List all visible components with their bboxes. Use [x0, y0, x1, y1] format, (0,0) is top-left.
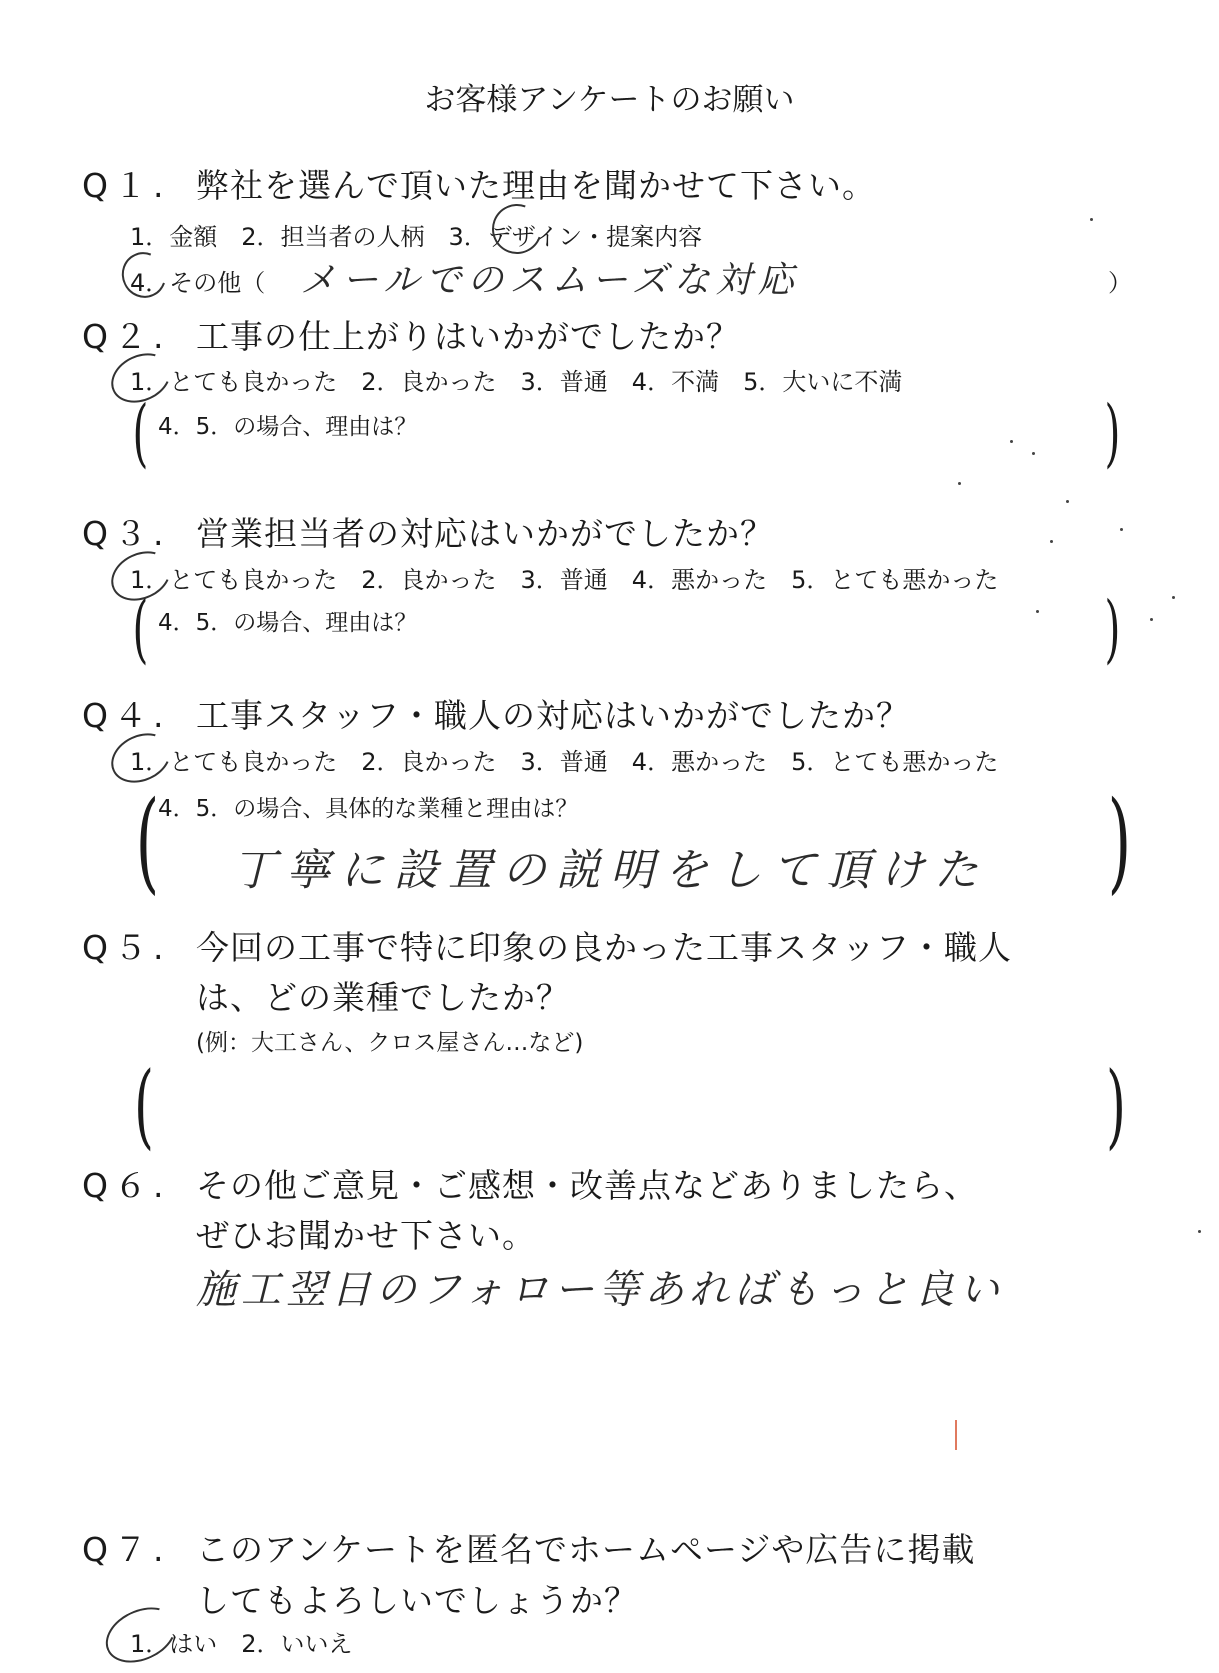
scan-speck [1032, 452, 1035, 455]
q5-question-line1: 今回の工事で特に印象の良かった工事スタッフ・職人 [196, 928, 1012, 967]
q5-example: (例：大工さん、クロス屋さん…など) [196, 1030, 584, 1056]
q7-number: Q７. [82, 1530, 170, 1569]
q2-reason-close-paren: ) [1104, 390, 1121, 476]
q1-other-close-paren: ） [1108, 269, 1132, 297]
q5-answer-open-paren: ( [134, 1052, 154, 1159]
q1-other-label: 4．その他（ [130, 269, 266, 297]
q4-options: 1．とても良かった 2．良かった 3．普通 4．悪かった 5．とても悪かった [130, 748, 999, 776]
q3-question: 営業担当者の対応はいかがでしたか？ [196, 514, 774, 553]
q4-number: Q４. [82, 696, 170, 735]
q3-number: Q３. [82, 514, 170, 553]
q7-options: 1．はい 2．いいえ [130, 1630, 353, 1658]
scan-speck [958, 482, 961, 485]
q7-question-line1: このアンケートを匿名でホームページや広告に掲載 [196, 1530, 976, 1569]
q4-handwritten-answer: 丁寧に設置の説明をして頂けた [232, 845, 988, 896]
scan-speck [1198, 1230, 1201, 1233]
q1-options: 1．金額 2．担当者の人柄 3．デザイン・提案内容 [130, 223, 703, 251]
q6-question-line1: その他ご意見・ご感想・改善点などありましたら、 [196, 1166, 978, 1205]
q4-question: 工事スタッフ・職人の対応はいかがでしたか？ [196, 696, 910, 735]
q1-question: 弊社を選んで頂いた理由を聞かせて下さい。 [196, 166, 876, 205]
page-title: お客様アンケートのお願い [424, 82, 795, 118]
scan-speck [1172, 596, 1175, 599]
q2-options: 1．とても良かった 2．良かった 3．普通 4．不満 5．大いに不満 [130, 368, 903, 396]
q6-question-line2: ぜひお聞かせ下さい。 [196, 1216, 536, 1255]
scan-speck [1010, 440, 1013, 443]
q4-reason-prompt: 4．5．の場合、具体的な業種と理由は？ [158, 796, 579, 822]
q7-question-line2: してもよろしいでしょうか？ [196, 1581, 638, 1620]
scan-red-mark [955, 1420, 957, 1450]
q7-option1-circle-mark [97, 1597, 185, 1673]
scan-speck [1036, 610, 1039, 613]
q5-question-line2: は、どの業種でしたか？ [196, 978, 570, 1017]
q2-question: 工事の仕上がりはいかがでしたか？ [196, 317, 740, 356]
scan-speck [1120, 528, 1123, 531]
q6-number: Q６. [82, 1166, 170, 1205]
q4-reason-open-paren: ( [135, 777, 160, 905]
q2-number: Q２. [82, 317, 170, 356]
q3-options: 1．とても良かった 2．良かった 3．普通 4．悪かった 5．とても悪かった [130, 566, 999, 594]
q3-reason-open-paren: ( [132, 586, 149, 672]
scan-speck [1066, 500, 1069, 503]
q3-reason-close-paren: ) [1104, 586, 1121, 672]
q5-number: Q５. [82, 928, 170, 967]
q1-number: Q１. [82, 166, 170, 205]
scan-speck [1050, 540, 1053, 543]
q1-other-handwritten-answer: メールでのスムーズな対応 [300, 260, 800, 301]
q6-handwritten-answer: 施工翌日のフォロー等あればもっと良い [196, 1267, 1004, 1313]
q3-reason-prompt: 4．5．の場合、理由は？ [158, 610, 418, 636]
scan-speck [1090, 218, 1093, 221]
q4-reason-close-paren: ) [1107, 777, 1132, 905]
q2-reason-prompt: 4．5．の場合、理由は？ [158, 414, 418, 440]
scan-speck [1150, 618, 1153, 621]
q2-reason-open-paren: ( [132, 390, 149, 476]
q5-answer-close-paren: ) [1106, 1052, 1126, 1159]
